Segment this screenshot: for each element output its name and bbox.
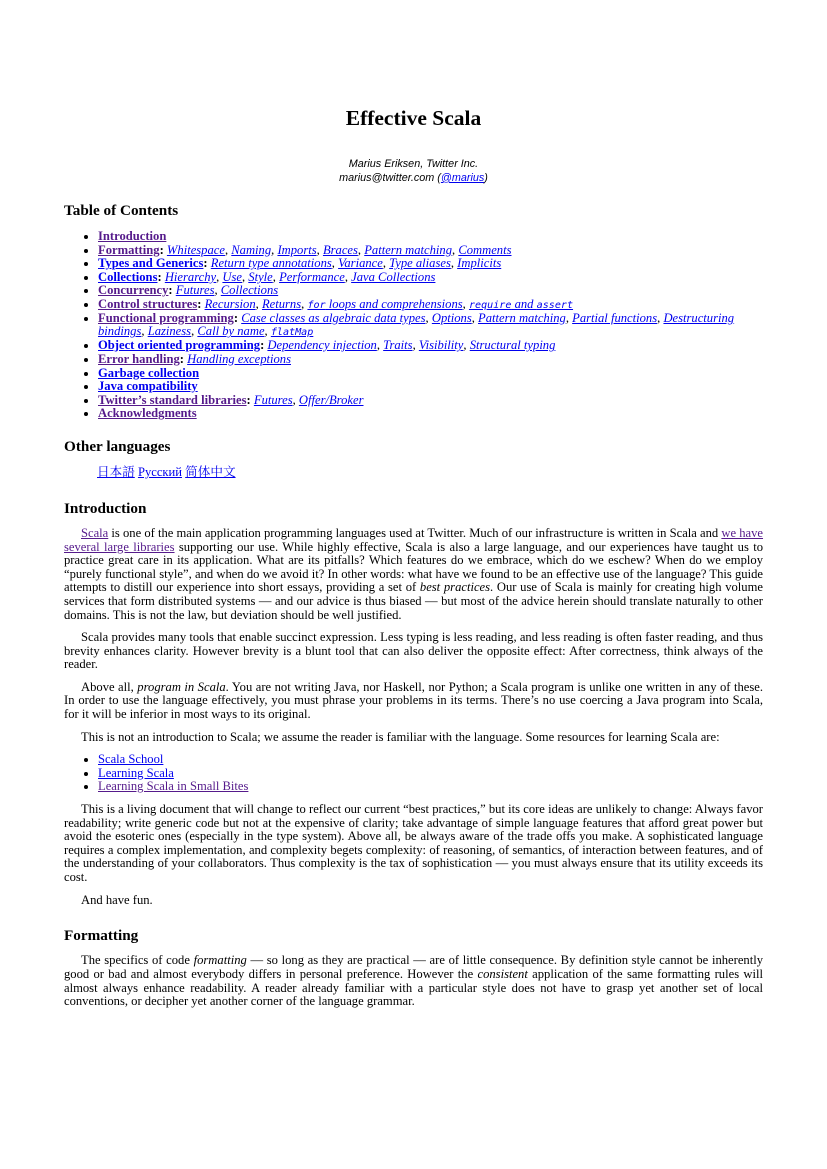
separator: , xyxy=(376,338,384,353)
toc-link[interactable]: Collections xyxy=(98,269,158,284)
toc-sub-link[interactable] xyxy=(271,324,313,338)
paragraph xyxy=(64,631,763,672)
toc-sub-link[interactable]: Type aliases xyxy=(389,256,451,271)
toc-link[interactable]: Object oriented programming xyxy=(98,338,261,353)
text-run: This is a living document that will change to reflect our current “best practices,” but its core ideas are unlikely to change: Always favor readability; write generic code but not at the expensive of clarity; take advantage of simple language features that afford great power but avoid the esoteric ones (especially in the type system). Above all, be always aware of the trade offs you make. A sophisticated language requires a complex implementation, and complexity begets complexity: of reasoning, of semantics, of interaction between features, and of the understanding of your collaborators. Thus complexity is the tax of sophistication — you must always ensure that its utility exceeds its cost. xyxy=(64,802,763,885)
sections xyxy=(64,500,763,1009)
toc-sub-link[interactable]: Futures xyxy=(253,392,293,407)
toc-sub-link[interactable]: Java Collections xyxy=(351,269,436,284)
toc-link[interactable]: Introduction xyxy=(98,229,167,244)
text-run: best practices xyxy=(419,580,491,595)
toc-sub-link[interactable]: Implicits xyxy=(457,256,502,271)
text-run: assert xyxy=(536,299,574,311)
byline xyxy=(64,157,763,185)
list-item xyxy=(98,767,763,781)
toc-item xyxy=(98,230,763,244)
text-run: formatting xyxy=(193,953,247,968)
separator: , xyxy=(191,324,198,339)
contact-line xyxy=(64,171,763,185)
list-item xyxy=(98,780,763,794)
text-run: The specifics of code xyxy=(81,953,194,968)
toc-link[interactable]: Garbage collection xyxy=(98,365,200,380)
separator: , xyxy=(344,269,352,284)
toc-item xyxy=(98,244,763,258)
toc-colon: : xyxy=(203,256,211,271)
separator: , xyxy=(412,338,419,353)
separator: , xyxy=(452,242,459,257)
toc-sub-link[interactable]: Offer/Broker xyxy=(298,392,364,407)
language-link[interactable]: Русский xyxy=(137,465,183,480)
text-run: This is not an introduction to Scala; we assume the reader is familiar with the language. Some resources for learning Scala are: xyxy=(81,729,720,744)
separator: , xyxy=(462,296,469,311)
separator: , xyxy=(316,242,323,257)
toc-link[interactable]: Control structures xyxy=(98,296,198,311)
separator: , xyxy=(224,242,232,257)
toc-sub-link[interactable]: Visibility xyxy=(418,338,464,353)
toc-item xyxy=(98,407,763,421)
text-run: loops and comprehensions xyxy=(325,296,463,311)
separator: , xyxy=(657,310,664,325)
text-run: . You are not writing Java, nor Haskell, nor Python; a Scala program is unlike one written in any of these. In order to use the language effectively, you must phrase your problems in its terms. There’s no use coercing a Java program into Scala, for it will be inferior in most ways to its original. xyxy=(64,679,764,722)
toc-sub-link[interactable]: Pattern matching xyxy=(478,310,566,325)
toc-sub-link[interactable]: Comments xyxy=(458,242,512,257)
toc-sub-link[interactable] xyxy=(307,297,462,311)
toc-sub-link[interactable]: Braces xyxy=(322,242,358,257)
toc-sub-link[interactable]: Futures xyxy=(175,283,215,298)
separator: , xyxy=(471,310,479,325)
separator: , xyxy=(255,296,262,311)
toc-colon: : xyxy=(179,351,188,366)
text-run: Scala provides many tools that enable succinct expression. Less typing is less reading, and less reading is often faster reading, and thus brevity enhances clarity. However brevity is a blunt tool that can also deliver the opposite effect: After correctness, think always of the reader. xyxy=(64,630,763,672)
toc-link[interactable]: Functional programming xyxy=(98,310,234,325)
toc-sub-link[interactable]: Use xyxy=(222,269,242,284)
toc-sub-link[interactable]: Returns xyxy=(261,296,302,311)
toc-sub-link[interactable]: Naming xyxy=(231,242,272,257)
toc-item xyxy=(98,271,763,285)
paragraph xyxy=(64,894,763,908)
toc-sub-link[interactable]: Whitespace xyxy=(166,242,225,257)
toc-sub-link[interactable]: Structural typing xyxy=(469,338,556,353)
toc-link[interactable]: Concurrency xyxy=(98,283,169,298)
toc-item xyxy=(98,394,763,408)
toc-link[interactable]: Acknowledgments xyxy=(98,406,197,421)
paragraph xyxy=(64,527,763,622)
toc-item xyxy=(98,367,763,381)
resource-link-small-bites[interactable]: Learning Scala in Small Bites xyxy=(98,779,249,794)
text-run: Above all, xyxy=(81,679,138,694)
toc-link[interactable]: Formatting xyxy=(98,242,160,257)
email-text: marius@twitter.com ( xyxy=(339,171,441,184)
text-run: and xyxy=(511,296,537,311)
language-links xyxy=(64,466,763,480)
separator: , xyxy=(425,310,432,325)
toc-sub-link[interactable]: Style xyxy=(248,269,273,284)
toc-item xyxy=(98,284,763,298)
text-run: require xyxy=(468,299,512,311)
text-run: consistent xyxy=(477,967,528,982)
toc-item xyxy=(98,380,763,394)
text-run: supporting our use. While highly effective, Scala is also a large language, and our experiences have taught us to practice great care in its application. What are its pitfalls? Which features do we embrace, which do we eschew? When do we employ “purely functional style”, and when do we avoid it? In other words: what have we found to be an effective use of the language? This guide attempts to distill our experience into short essays, providing a set of xyxy=(64,539,763,595)
toc-item xyxy=(98,339,763,353)
toc-sub-link[interactable]: Case classes as algebraic data types xyxy=(241,310,426,325)
text-run: flatMap xyxy=(270,327,314,339)
section-heading-introduction: Introduction xyxy=(64,499,147,517)
text-run: for xyxy=(307,299,326,311)
paragraph xyxy=(64,803,763,885)
other-languages-heading: Other languages xyxy=(64,437,171,455)
text-run: — so long as they are practical — are of little consequence. By definition style cannot be inherently good or bad and almost everybody differs in personal preference. However the xyxy=(64,953,764,982)
separator: , xyxy=(272,269,280,284)
toc-link[interactable]: Java compatibility xyxy=(98,379,198,394)
toc-sub-link[interactable]: Imports xyxy=(277,242,317,257)
toc-item xyxy=(98,298,763,312)
text-run: . Our use of Scala is mainly for creating high volume services that form distributed systems — and our advice is thus biased — but most of the advice herein should translate naturally to other domains. This is not the law, but deviation should be well justified. xyxy=(64,580,763,622)
paragraph xyxy=(64,731,763,745)
text-run: application of the same formatting rules will almost always enhance readability. A reader already familiar with a particular style does not have to grasp yet another set of local conventions, or decipher yet another corner of the language grammar. xyxy=(64,967,763,1009)
toc-sub-link[interactable]: Destructuring bindings xyxy=(98,310,735,339)
language-link[interactable]: 日本語 xyxy=(97,465,135,480)
toc-sub-link[interactable]: Handling exceptions xyxy=(187,351,291,366)
toc-sub-link[interactable]: Collections xyxy=(220,283,279,298)
text-run: And have fun. xyxy=(81,892,153,907)
separator: , xyxy=(214,283,221,298)
text-run: is one of the main application programming languages used at Twitter. Much of our infrastructure is written in Scala and xyxy=(108,525,722,540)
toc-colon: : xyxy=(159,242,167,257)
text-run: program in Scala xyxy=(137,679,226,694)
toc-item xyxy=(98,257,763,271)
section-heading-formatting: Formatting xyxy=(64,927,139,945)
separator: , xyxy=(141,324,148,339)
toc-item xyxy=(98,353,763,367)
toc-colon: : xyxy=(246,392,254,407)
separator: , xyxy=(463,338,470,353)
table-of-contents xyxy=(64,230,763,421)
resource-link-scala-school[interactable]: Scala School xyxy=(98,752,164,767)
list-item xyxy=(98,753,763,767)
separator: , xyxy=(242,269,249,284)
toc-link[interactable]: Twitter’s standard libraries xyxy=(98,392,247,407)
paragraph xyxy=(64,681,763,722)
toc-sub-link[interactable]: Pattern matching xyxy=(364,242,453,257)
author-line: Marius Eriksen, Twitter Inc. xyxy=(348,157,479,170)
toc-colon: : xyxy=(260,338,268,353)
toc-colon: : xyxy=(197,296,205,311)
toc-sub-link[interactable]: Options xyxy=(431,310,472,325)
toc-link[interactable]: Error handling xyxy=(98,351,180,366)
separator: , xyxy=(382,256,390,271)
toc-colon: : xyxy=(168,283,176,298)
email-suffix: ) xyxy=(484,171,488,184)
resource-link-learning-scala[interactable]: Learning Scala xyxy=(98,765,174,780)
toc-sub-link[interactable]: Hierarchy xyxy=(164,269,217,284)
toc-sub-link[interactable]: Call by name xyxy=(197,324,265,339)
separator: , xyxy=(331,256,339,271)
separator: , xyxy=(301,296,308,311)
toc-sub-link[interactable] xyxy=(469,297,573,311)
separator: , xyxy=(271,242,278,257)
separator: , xyxy=(216,269,223,284)
toc-sub-link[interactable]: Recursion xyxy=(204,296,256,311)
toc-colon: : xyxy=(157,269,165,284)
toc-sub-link[interactable]: Traits xyxy=(383,338,413,353)
separator: , xyxy=(292,392,299,407)
toc-item xyxy=(98,312,763,339)
language-link[interactable]: 简体中文 xyxy=(185,465,236,480)
toc-sub-link[interactable]: Variance xyxy=(338,256,383,271)
toc-sub-link[interactable]: Partial functions xyxy=(572,310,658,325)
toc-link[interactable]: Types and Generics xyxy=(98,256,204,271)
toc-sub-link[interactable]: Dependency injection xyxy=(267,338,377,353)
separator: , xyxy=(565,310,573,325)
toc-sub-link[interactable]: Laziness xyxy=(147,324,192,339)
page-title: Effective Scala xyxy=(345,106,482,130)
libraries-link[interactable]: we have several large libraries xyxy=(64,525,764,554)
paragraph xyxy=(64,954,763,1008)
separator: , xyxy=(357,242,365,257)
toc-sub-link[interactable]: Performance xyxy=(279,269,345,284)
toc-heading: Table of Contents xyxy=(64,201,179,219)
toc-sub-link[interactable]: Return type annotations xyxy=(210,256,332,271)
scala-link[interactable]: Scala xyxy=(81,525,109,540)
twitter-handle-link[interactable]: @marius xyxy=(440,171,485,184)
toc-colon: : xyxy=(233,310,242,325)
link-list xyxy=(64,753,763,794)
separator: , xyxy=(264,324,271,339)
separator: , xyxy=(450,256,458,271)
